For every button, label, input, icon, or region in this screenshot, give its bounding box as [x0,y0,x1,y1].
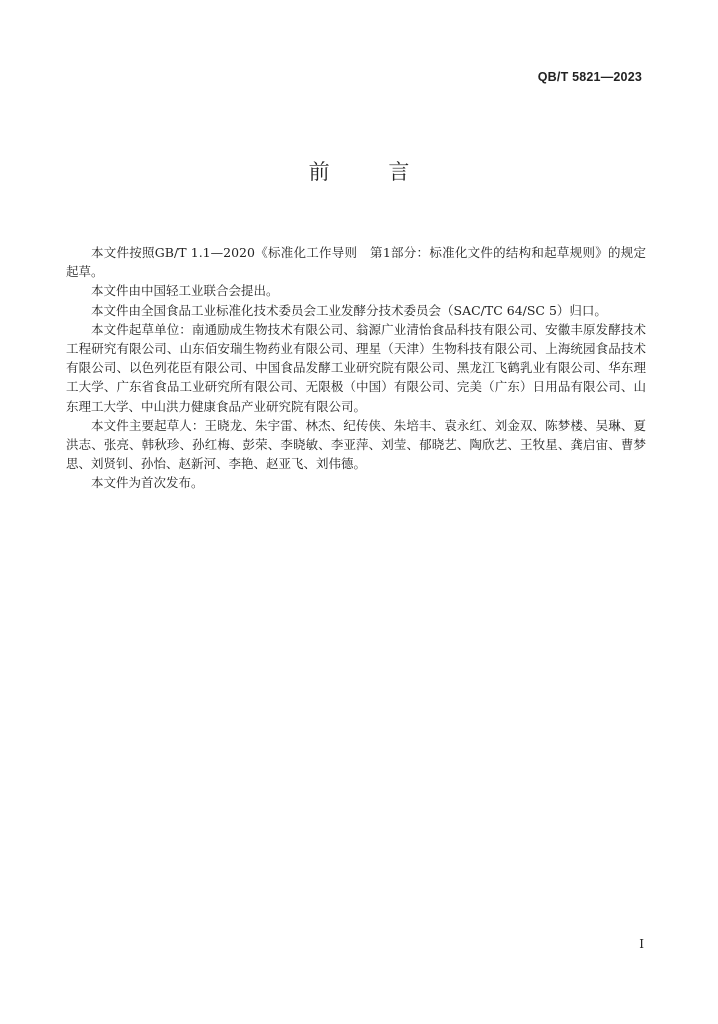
paragraph-drafters: 本文件主要起草人：王晓龙、朱宇雷、林杰、纪传侠、朱培丰、袁永红、刘金双、陈梦楼、吴琳、夏洪志、张亮、韩秋珍、孙红梅、彭荣、李晓敏、李亚萍、刘莹、郁晓艺、陶欣艺、王牧星、龚启宙、曹梦思、刘贤钊、孙怡、赵新河、李艳、赵亚飞、刘伟德。 [66,417,646,472]
paragraph-drafting-units: 本文件起草单位：南通励成生物技术有限公司、翁源广业清怡食品科技有限公司、安徽丰原发酵技术工程研究有限公司、山东佰安瑞生物药业有限公司、理星（天津）生物科技有限公司、上海统园食品技术有限公司、以色列花臣有限公司、中国食品发酵工业研究院有限公司、黑龙江飞鹤乳业有限公司、华东理工大学、广东省食品工业研究所有限公司、无限极（中国）有限公司、完美（广东）日用品有限公司、山东理工大学、中山洪力健康食品产业研究院有限公司。 [66,321,646,414]
paragraph-proposer: 本文件由中国轻工业联合会提出。 [91,283,279,299]
paragraph-centralized-unit: 本文件由全国食品工业标准化技术委员会工业发酵分技术委员会（SAC/TC 64/SC 5）归口。 [91,302,607,318]
paragraph-first-release: 本文件为首次发布。 [91,475,204,491]
foreword-body [66,243,646,493]
paragraph-drafting-rules: 本文件按照GB/T 1.1—2020《标准化工作导则 第1部分：标准化文件的结构和起草规则》的规定起草。 [66,245,646,280]
standard-code: QB/T 5821—2023 [537,70,642,84]
page-title: 前 言 [308,160,436,184]
page-number: I [639,937,644,951]
